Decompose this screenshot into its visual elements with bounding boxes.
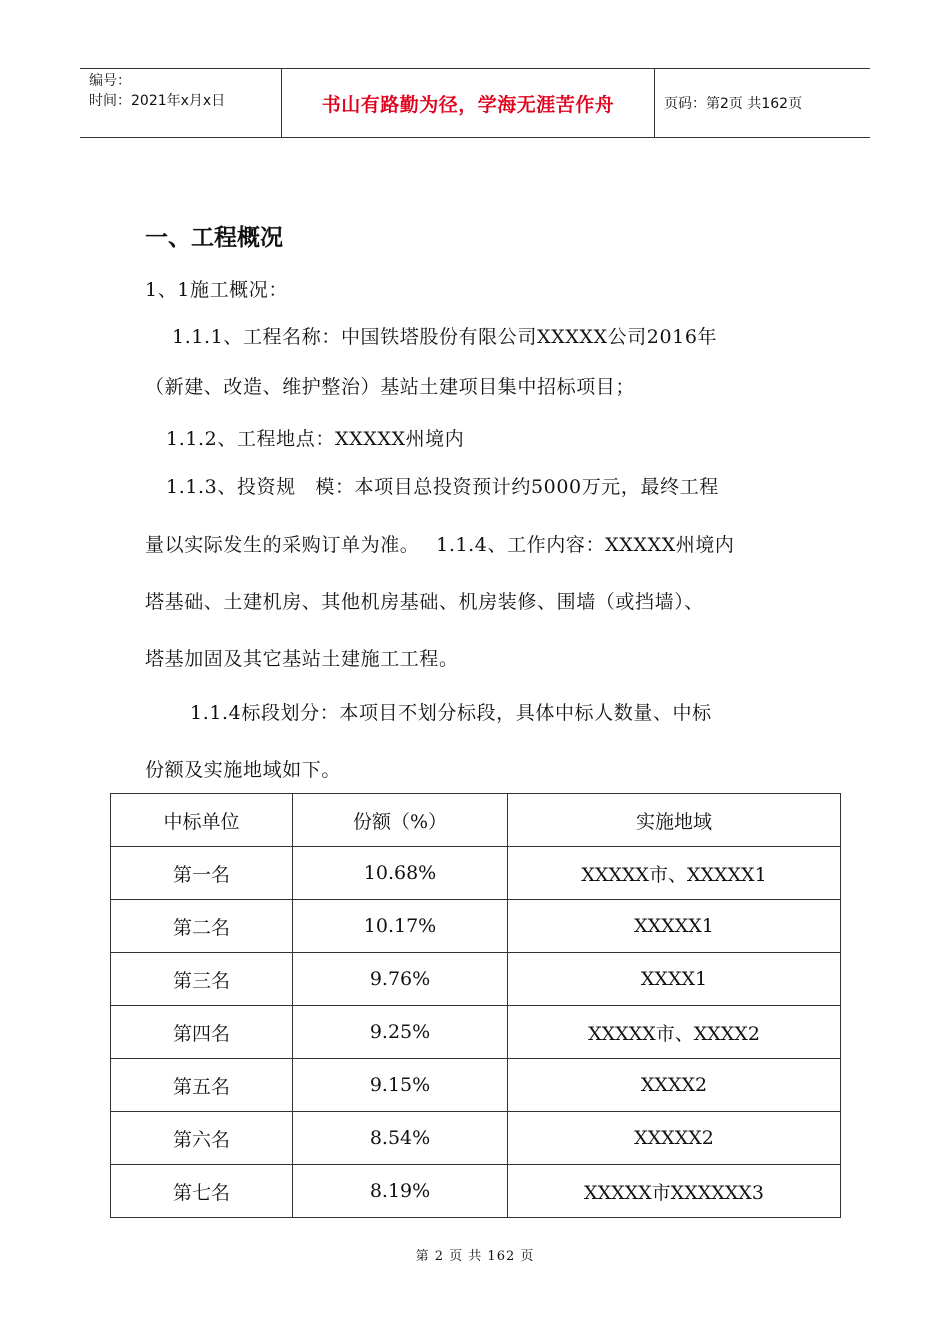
body-line-9: 份额及实施地域如下。 xyxy=(145,759,342,781)
table-cell: 9.15% xyxy=(293,1059,508,1112)
table-cell: 第七名 xyxy=(111,1165,293,1218)
table-cell: 9.76% xyxy=(293,953,508,1006)
table-row xyxy=(111,1112,841,1165)
table-cell: XXXXX2 xyxy=(508,1112,841,1165)
table-row xyxy=(111,953,841,1006)
table-cell: 第二名 xyxy=(111,900,293,953)
table-cell: 第四名 xyxy=(111,1006,293,1059)
body-line-8: 1.1.4标段划分：本项目不划分标段，具体中标人数量、中标 xyxy=(190,702,712,724)
table-cell: 第五名 xyxy=(111,1059,293,1112)
table-cell: 8.19% xyxy=(293,1165,508,1218)
table-header-cell: 实施地域 xyxy=(508,794,841,847)
table-cell: XXXXX市、XXXX2 xyxy=(508,1006,841,1059)
body-line-6: 塔基础、土建机房、其他机房基础、机房装修、围墙（或挡墙）、 xyxy=(145,591,704,613)
table-cell: 第六名 xyxy=(111,1112,293,1165)
table-cell: XXXXX市XXXXXX3 xyxy=(508,1165,841,1218)
header-time-label: 时间：2021年x月x日 xyxy=(89,93,226,109)
table-header-cell: 份额（%） xyxy=(293,794,508,847)
table-cell: XXXXX1 xyxy=(508,900,841,953)
section-subtitle: 1、1施工概况： xyxy=(145,279,288,301)
table-row xyxy=(111,847,841,900)
header-number-label: 编号： xyxy=(89,73,131,89)
header-page-info: 页码：第2页 共162页 xyxy=(664,96,803,112)
table-cell: 8.54% xyxy=(293,1112,508,1165)
page-footer: 第 2 页 共 162 页 xyxy=(415,1249,535,1264)
body-line-3: 1.1.2、工程地点：XXXXX州境内 xyxy=(166,428,465,450)
table-cell: 9.25% xyxy=(293,1006,508,1059)
section-title: 一、工程概况 xyxy=(145,225,283,251)
body-line-4: 1.1.3、投资规 模：本项目总投资预计约5000万元，最终工程 xyxy=(166,476,719,498)
table-cell: XXXX2 xyxy=(508,1059,841,1112)
table-header-row xyxy=(111,794,841,847)
header-motto: 书山有路勤为径，学海无涯苦作舟 xyxy=(282,69,655,137)
table-cell: 第一名 xyxy=(111,847,293,900)
table-cell: 10.68% xyxy=(293,847,508,900)
table-row xyxy=(111,1165,841,1218)
page-header xyxy=(80,68,870,138)
table-cell: 第三名 xyxy=(111,953,293,1006)
header-meta xyxy=(80,69,282,137)
table-cell: 10.17% xyxy=(293,900,508,953)
table-header-cell: 中标单位 xyxy=(111,794,293,847)
table-row xyxy=(111,1006,841,1059)
body-line-1: 1.1.1、工程名称：中国铁塔股份有限公司XXXXX公司2016年 xyxy=(172,326,718,348)
body-line-7: 塔基加固及其它基站土建施工工程。 xyxy=(145,648,459,670)
award-table xyxy=(110,793,841,1218)
table-cell: XXXXX市、XXXXX1 xyxy=(508,847,841,900)
body-line-5: 量以实际发生的采购订单为准。 1.1.4、工作内容：XXXXX州境内 xyxy=(145,534,735,556)
table-cell: XXXX1 xyxy=(508,953,841,1006)
table-row xyxy=(111,900,841,953)
body-line-2: （新建、改造、维护整治）基站土建项目集中招标项目； xyxy=(145,376,636,398)
table-row xyxy=(111,1059,841,1112)
